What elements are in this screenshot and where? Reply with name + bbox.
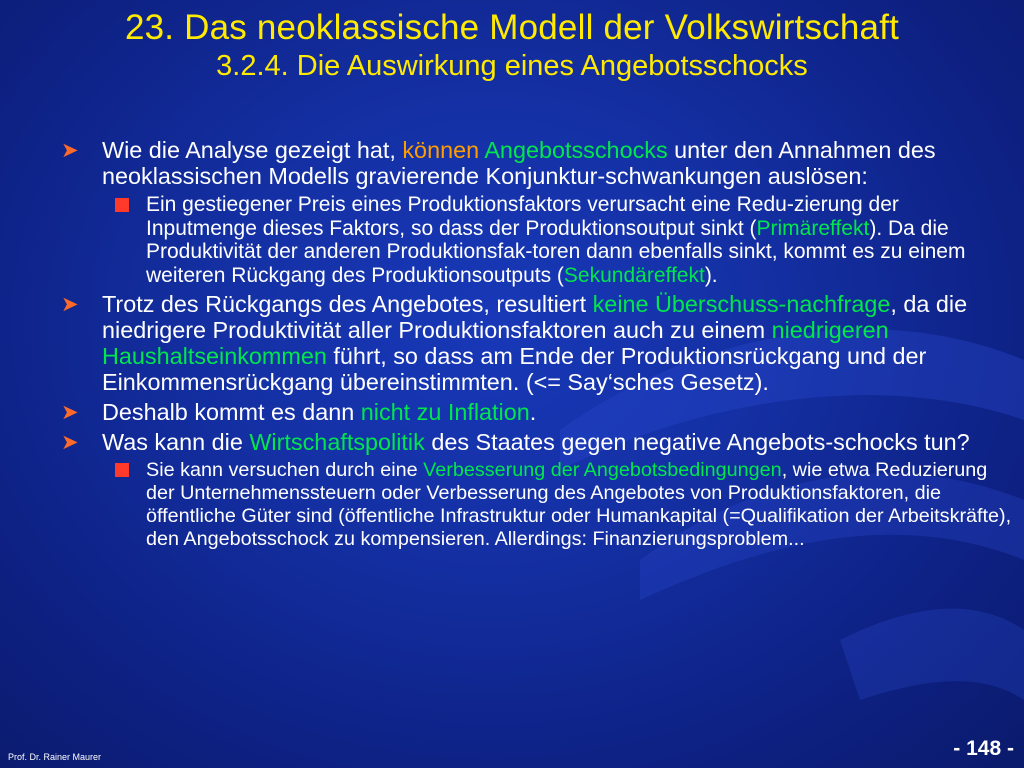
highlight-haushaltseinkommen: niedrigeren Haushaltseinkommen [102,317,889,370]
sub-bullet-1-text: Ein gestiegener Preis eines Produktionsfaktors verursacht eine Redu-zierung der Inputmenge dieses Faktors, so dass der Produktionsoutput sinkt ( [146,193,899,240]
title-area [0,8,1024,83]
sub-bullet-1-text-3: ). [704,263,718,287]
bullet-3-text-2: . [529,399,537,426]
bullet-1-text-3: unter den Annahmen des neoklassischen Modells gravierende Konjunktur-schwankungen auslösen: [102,137,936,189]
bullet-3 [60,399,1015,425]
square-bullet-icon [115,463,129,477]
bullet-2-text-3: führt, so dass am Ende der Produktionsrückgang und der Einkommensrückgang übereinstimmten. (<= Say‘sches Gesetz). [102,343,927,396]
bullet-4-text-2: des Staates gegen negative Angebots-schocks tun? [424,429,970,456]
footer-author: Prof. Dr. Rainer Maurer [8,752,102,762]
slide-title: 23. Das neoklassische Modell der Volkswirtschaft [124,8,900,47]
page-number: - 148 - [953,737,1014,760]
highlight-sekundaereffekt: Sekundäreffekt [563,263,705,287]
bullet-4 [60,429,1015,455]
sub-bullet-2-text: Sie kann versuchen durch eine [146,459,424,482]
bullet-2-text-2: , da die niedrigere Produktivität aller Produktionsfaktoren auch zu einem [102,291,968,344]
highlight-koennen: können [402,137,480,163]
bullet-2 [60,291,1015,395]
arrow-bullet-icon: ➤ [61,401,79,425]
highlight-keine-ueberschussnachfrage: keine Überschuss-nachfrage [592,291,891,318]
sub-bullet-1-text-2: ). Da die Produktivität der anderen Produktionsfak-toren dann ebenfalls sinkt, kommt es zu einem weiteren Rückgang des Produktionsoutputs ( [146,216,966,287]
highlight-angebotsschocks: Angebotsschocks [484,137,668,163]
sub-bullet-1 [102,193,1015,287]
highlight-nicht-zu-inflation: nicht zu Inflation [360,399,530,426]
slide-content [60,137,1015,555]
arrow-bullet-icon: ➤ [61,139,79,162]
bullet-1-text: Wie die Analyse gezeigt hat, [102,137,403,163]
arrow-bullet-icon: ➤ [61,293,79,317]
sub-bullet-2-text-2: , wie etwa Reduzierung der Unternehmenssteuern oder Verbesserung des Angebotes von Produktionsfaktoren, die öffentliche Güter sind (öffentliche Infrastruktur oder Humankapital (=Qualifikation der Arbeitskräfte), den Angebotsschock zu kompensieren. Allerdings: Finanzierungsproblem... [146,459,1012,550]
bullet-2-text: Trotz des Rückgangs des Angebotes, resultiert [102,291,593,318]
highlight-angebotsbedingungen: Verbesserung der Angebotsbedingungen [423,459,782,482]
slide-subtitle: 3.2.4. Die Auswirkung eines Angebotsschocks [216,50,808,82]
bullet-1 [60,137,1015,189]
highlight-wirtschaftspolitik: Wirtschaftspolitik [249,429,425,456]
bullet-3-text: Deshalb kommt es dann [102,399,361,426]
arrow-bullet-icon: ➤ [61,431,79,455]
square-bullet-icon [115,198,129,212]
sub-bullet-2 [102,459,1015,550]
bullet-4-text: Was kann die [102,429,250,456]
highlight-primaereffekt: Primäreffekt [756,216,870,240]
